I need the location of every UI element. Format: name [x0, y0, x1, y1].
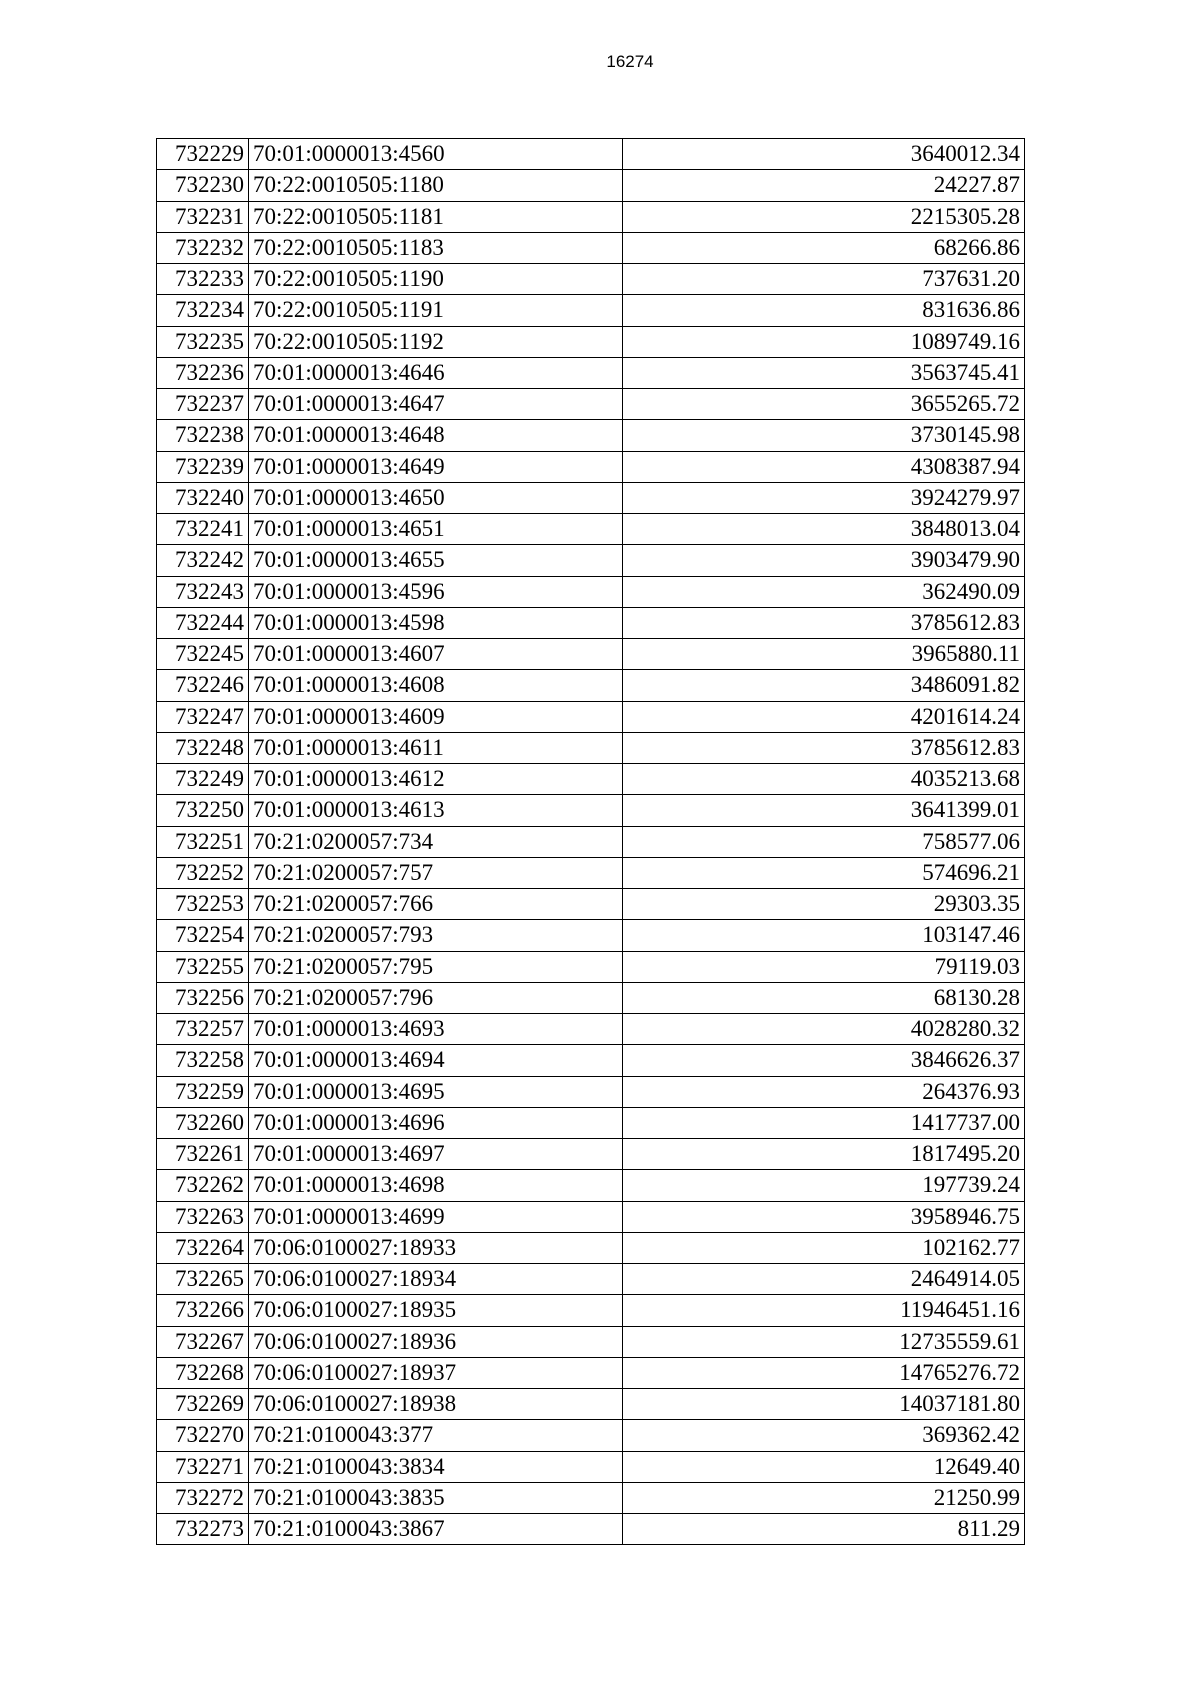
row-number-cell: 732239: [157, 451, 249, 482]
cadastral-number-cell: 70:21:0200057:734: [249, 826, 623, 857]
cadastral-value-cell: 11946451.16: [623, 1295, 1025, 1326]
cadastral-number-cell: 70:01:0000013:4598: [249, 607, 623, 638]
cadastral-number-cell: 70:01:0000013:4560: [249, 139, 623, 170]
cadastral-number-cell: 70:21:0200057:795: [249, 951, 623, 982]
table-row: [157, 1014, 1025, 1045]
table-row: [157, 982, 1025, 1013]
cadastral-value-cell: 14037181.80: [623, 1389, 1025, 1420]
row-number-cell: 732253: [157, 889, 249, 920]
table-row: [157, 420, 1025, 451]
row-number-cell: 732237: [157, 389, 249, 420]
cadastral-value-cell: 3848013.04: [623, 514, 1025, 545]
cadastral-number-cell: 70:01:0000013:4650: [249, 482, 623, 513]
cadastral-number-cell: 70:21:0200057:766: [249, 889, 623, 920]
row-number-cell: 732249: [157, 764, 249, 795]
cadastral-number-cell: 70:01:0000013:4608: [249, 670, 623, 701]
cadastral-number-cell: 70:06:0100027:18934: [249, 1264, 623, 1295]
cadastral-value-cell: 831636.86: [623, 295, 1025, 326]
row-number-cell: 732247: [157, 701, 249, 732]
cadastral-number-cell: 70:21:0100043:377: [249, 1420, 623, 1451]
row-number-cell: 732229: [157, 139, 249, 170]
cadastral-number-cell: 70:01:0000013:4596: [249, 576, 623, 607]
cadastral-number-cell: 70:21:0100043:3834: [249, 1451, 623, 1482]
table-row: [157, 1420, 1025, 1451]
cadastral-value-cell: 3958946.75: [623, 1201, 1025, 1232]
cadastral-value-cell: 102162.77: [623, 1232, 1025, 1263]
row-number-cell: 732259: [157, 1076, 249, 1107]
page-number: 16274: [606, 52, 654, 71]
cadastral-value-cell: 264376.93: [623, 1076, 1025, 1107]
cadastral-number-cell: 70:01:0000013:4655: [249, 545, 623, 576]
row-number-cell: 732250: [157, 795, 249, 826]
cadastral-number-cell: 70:01:0000013:4609: [249, 701, 623, 732]
table-row: [157, 1514, 1025, 1545]
table-row: [157, 576, 1025, 607]
cadastral-number-cell: 70:01:0000013:4648: [249, 420, 623, 451]
table-row: [157, 1357, 1025, 1388]
table-row: [157, 920, 1025, 951]
cadastral-number-cell: 70:21:0100043:3835: [249, 1482, 623, 1513]
row-number-cell: 732235: [157, 326, 249, 357]
row-number-cell: 732257: [157, 1014, 249, 1045]
cadastral-number-cell: 70:01:0000013:4611: [249, 732, 623, 763]
table-row: [157, 670, 1025, 701]
row-number-cell: 732265: [157, 1264, 249, 1295]
row-number-cell: 732254: [157, 920, 249, 951]
row-number-cell: 732240: [157, 482, 249, 513]
table-row: [157, 857, 1025, 888]
row-number-cell: 732273: [157, 1514, 249, 1545]
cadastral-value-cell: 1417737.00: [623, 1107, 1025, 1138]
table-row: [157, 1201, 1025, 1232]
row-number-cell: 732266: [157, 1295, 249, 1326]
cadastral-value-cell: 197739.24: [623, 1170, 1025, 1201]
cadastral-number-cell: 70:21:0100043:3867: [249, 1514, 623, 1545]
cadastral-value-cell: 737631.20: [623, 264, 1025, 295]
row-number-cell: 732269: [157, 1389, 249, 1420]
table-row: [157, 1139, 1025, 1170]
table-row: [157, 232, 1025, 263]
cadastral-value-cell: 574696.21: [623, 857, 1025, 888]
cadastral-number-cell: 70:01:0000013:4646: [249, 357, 623, 388]
cadastral-number-cell: 70:22:0010505:1180: [249, 170, 623, 201]
cadastral-number-cell: 70:01:0000013:4693: [249, 1014, 623, 1045]
row-number-cell: 732246: [157, 670, 249, 701]
cadastral-value-cell: 3486091.82: [623, 670, 1025, 701]
cadastral-number-cell: 70:22:0010505:1181: [249, 201, 623, 232]
row-number-cell: 732231: [157, 201, 249, 232]
table-row: [157, 1076, 1025, 1107]
cadastral-number-cell: 70:06:0100027:18938: [249, 1389, 623, 1420]
row-number-cell: 732248: [157, 732, 249, 763]
row-number-cell: 732245: [157, 639, 249, 670]
cadastral-number-cell: 70:22:0010505:1191: [249, 295, 623, 326]
cadastral-number-cell: 70:01:0000013:4607: [249, 639, 623, 670]
cadastral-value-cell: 362490.09: [623, 576, 1025, 607]
cadastral-number-cell: 70:01:0000013:4697: [249, 1139, 623, 1170]
cadastral-number-cell: 70:22:0010505:1192: [249, 326, 623, 357]
row-number-cell: 732260: [157, 1107, 249, 1138]
table-row: [157, 264, 1025, 295]
cadastral-number-cell: 70:01:0000013:4696: [249, 1107, 623, 1138]
table-row: [157, 1326, 1025, 1357]
row-number-cell: 732232: [157, 232, 249, 263]
table-row: [157, 1264, 1025, 1295]
cadastral-value-cell: 369362.42: [623, 1420, 1025, 1451]
cadastral-value-cell: 12649.40: [623, 1451, 1025, 1482]
row-number-cell: 732252: [157, 857, 249, 888]
cadastral-value-cell: 1089749.16: [623, 326, 1025, 357]
cadastral-value-cell: 4201614.24: [623, 701, 1025, 732]
table-row: [157, 514, 1025, 545]
table-row: [157, 201, 1025, 232]
table-row: [157, 326, 1025, 357]
cadastral-number-cell: 70:06:0100027:18933: [249, 1232, 623, 1263]
table-row: [157, 889, 1025, 920]
cadastral-value-cell: 3903479.90: [623, 545, 1025, 576]
table-row: [157, 1295, 1025, 1326]
cadastral-number-cell: 70:21:0200057:793: [249, 920, 623, 951]
table-row: [157, 826, 1025, 857]
cadastral-number-cell: 70:01:0000013:4649: [249, 451, 623, 482]
cadastral-number-cell: 70:01:0000013:4695: [249, 1076, 623, 1107]
cadastral-value-cell: 3785612.83: [623, 732, 1025, 763]
cadastral-value-cell: 811.29: [623, 1514, 1025, 1545]
row-number-cell: 732233: [157, 264, 249, 295]
cadastral-value-cell: 1817495.20: [623, 1139, 1025, 1170]
row-number-cell: 732263: [157, 1201, 249, 1232]
cadastral-value-cell: 758577.06: [623, 826, 1025, 857]
row-number-cell: 732270: [157, 1420, 249, 1451]
cadastral-number-cell: 70:01:0000013:4613: [249, 795, 623, 826]
table-row: [157, 1389, 1025, 1420]
table-row: [157, 170, 1025, 201]
cadastral-value-cell: 3563745.41: [623, 357, 1025, 388]
row-number-cell: 732267: [157, 1326, 249, 1357]
cadastral-value-cell: 3730145.98: [623, 420, 1025, 451]
table-row: [157, 545, 1025, 576]
cadastral-number-cell: 70:01:0000013:4647: [249, 389, 623, 420]
cadastral-number-cell: 70:01:0000013:4699: [249, 1201, 623, 1232]
table-row: [157, 1107, 1025, 1138]
table-row: [157, 795, 1025, 826]
cadastral-value-cell: 21250.99: [623, 1482, 1025, 1513]
cadastral-number-cell: 70:21:0200057:796: [249, 982, 623, 1013]
row-number-cell: 732256: [157, 982, 249, 1013]
row-number-cell: 732241: [157, 514, 249, 545]
cadastral-value-cell: 29303.35: [623, 889, 1025, 920]
cadastral-value-cell: 4028280.32: [623, 1014, 1025, 1045]
cadastral-value-cell: 2464914.05: [623, 1264, 1025, 1295]
cadastral-number-cell: 70:06:0100027:18937: [249, 1357, 623, 1388]
table-row: [157, 139, 1025, 170]
cadastral-value-cell: 24227.87: [623, 170, 1025, 201]
table-row: [157, 389, 1025, 420]
row-number-cell: 732236: [157, 357, 249, 388]
table-row: [157, 951, 1025, 982]
table-row: [157, 764, 1025, 795]
cadastral-value-table: [156, 138, 1025, 1545]
cadastral-value-cell: 3785612.83: [623, 607, 1025, 638]
cadastral-value-cell: 4035213.68: [623, 764, 1025, 795]
row-number-cell: 732238: [157, 420, 249, 451]
table-row: [157, 639, 1025, 670]
cadastral-number-cell: 70:01:0000013:4694: [249, 1045, 623, 1076]
cadastral-number-cell: 70:01:0000013:4651: [249, 514, 623, 545]
row-number-cell: 732255: [157, 951, 249, 982]
row-number-cell: 732230: [157, 170, 249, 201]
cadastral-value-cell: 12735559.61: [623, 1326, 1025, 1357]
table-row: [157, 295, 1025, 326]
row-number-cell: 732251: [157, 826, 249, 857]
cadastral-value-cell: 3846626.37: [623, 1045, 1025, 1076]
cadastral-number-cell: 70:01:0000013:4698: [249, 1170, 623, 1201]
cadastral-value-cell: 68130.28: [623, 982, 1025, 1013]
cadastral-number-cell: 70:06:0100027:18936: [249, 1326, 623, 1357]
cadastral-number-cell: 70:01:0000013:4612: [249, 764, 623, 795]
table-row: [157, 451, 1025, 482]
table-row: [157, 1232, 1025, 1263]
cadastral-value-cell: 4308387.94: [623, 451, 1025, 482]
row-number-cell: 732242: [157, 545, 249, 576]
cadastral-value-cell: 103147.46: [623, 920, 1025, 951]
cadastral-value-cell: 3965880.11: [623, 639, 1025, 670]
row-number-cell: 732261: [157, 1139, 249, 1170]
cadastral-value-cell: 2215305.28: [623, 201, 1025, 232]
cadastral-value-cell: 3924279.97: [623, 482, 1025, 513]
cadastral-value-cell: 79119.03: [623, 951, 1025, 982]
cadastral-value-cell: 3640012.34: [623, 139, 1025, 170]
cadastral-value-cell: 3655265.72: [623, 389, 1025, 420]
table-row: [157, 701, 1025, 732]
cadastral-number-cell: 70:22:0010505:1190: [249, 264, 623, 295]
row-number-cell: 732243: [157, 576, 249, 607]
table-body: [157, 139, 1025, 1545]
cadastral-number-cell: 70:21:0200057:757: [249, 857, 623, 888]
table-row: [157, 1045, 1025, 1076]
cadastral-value-cell: 68266.86: [623, 232, 1025, 263]
table-row: [157, 1451, 1025, 1482]
cadastral-value-cell: 14765276.72: [623, 1357, 1025, 1388]
row-number-cell: 732272: [157, 1482, 249, 1513]
cadastral-number-cell: 70:06:0100027:18935: [249, 1295, 623, 1326]
table-row: [157, 1170, 1025, 1201]
cadastral-number-cell: 70:22:0010505:1183: [249, 232, 623, 263]
table-row: [157, 357, 1025, 388]
table-row: [157, 482, 1025, 513]
row-number-cell: 732271: [157, 1451, 249, 1482]
cadastral-value-cell: 3641399.01: [623, 795, 1025, 826]
row-number-cell: 732234: [157, 295, 249, 326]
row-number-cell: 732244: [157, 607, 249, 638]
row-number-cell: 732268: [157, 1357, 249, 1388]
table-row: [157, 607, 1025, 638]
row-number-cell: 732264: [157, 1232, 249, 1263]
table-row: [157, 1482, 1025, 1513]
table-row: [157, 732, 1025, 763]
row-number-cell: 732258: [157, 1045, 249, 1076]
row-number-cell: 732262: [157, 1170, 249, 1201]
